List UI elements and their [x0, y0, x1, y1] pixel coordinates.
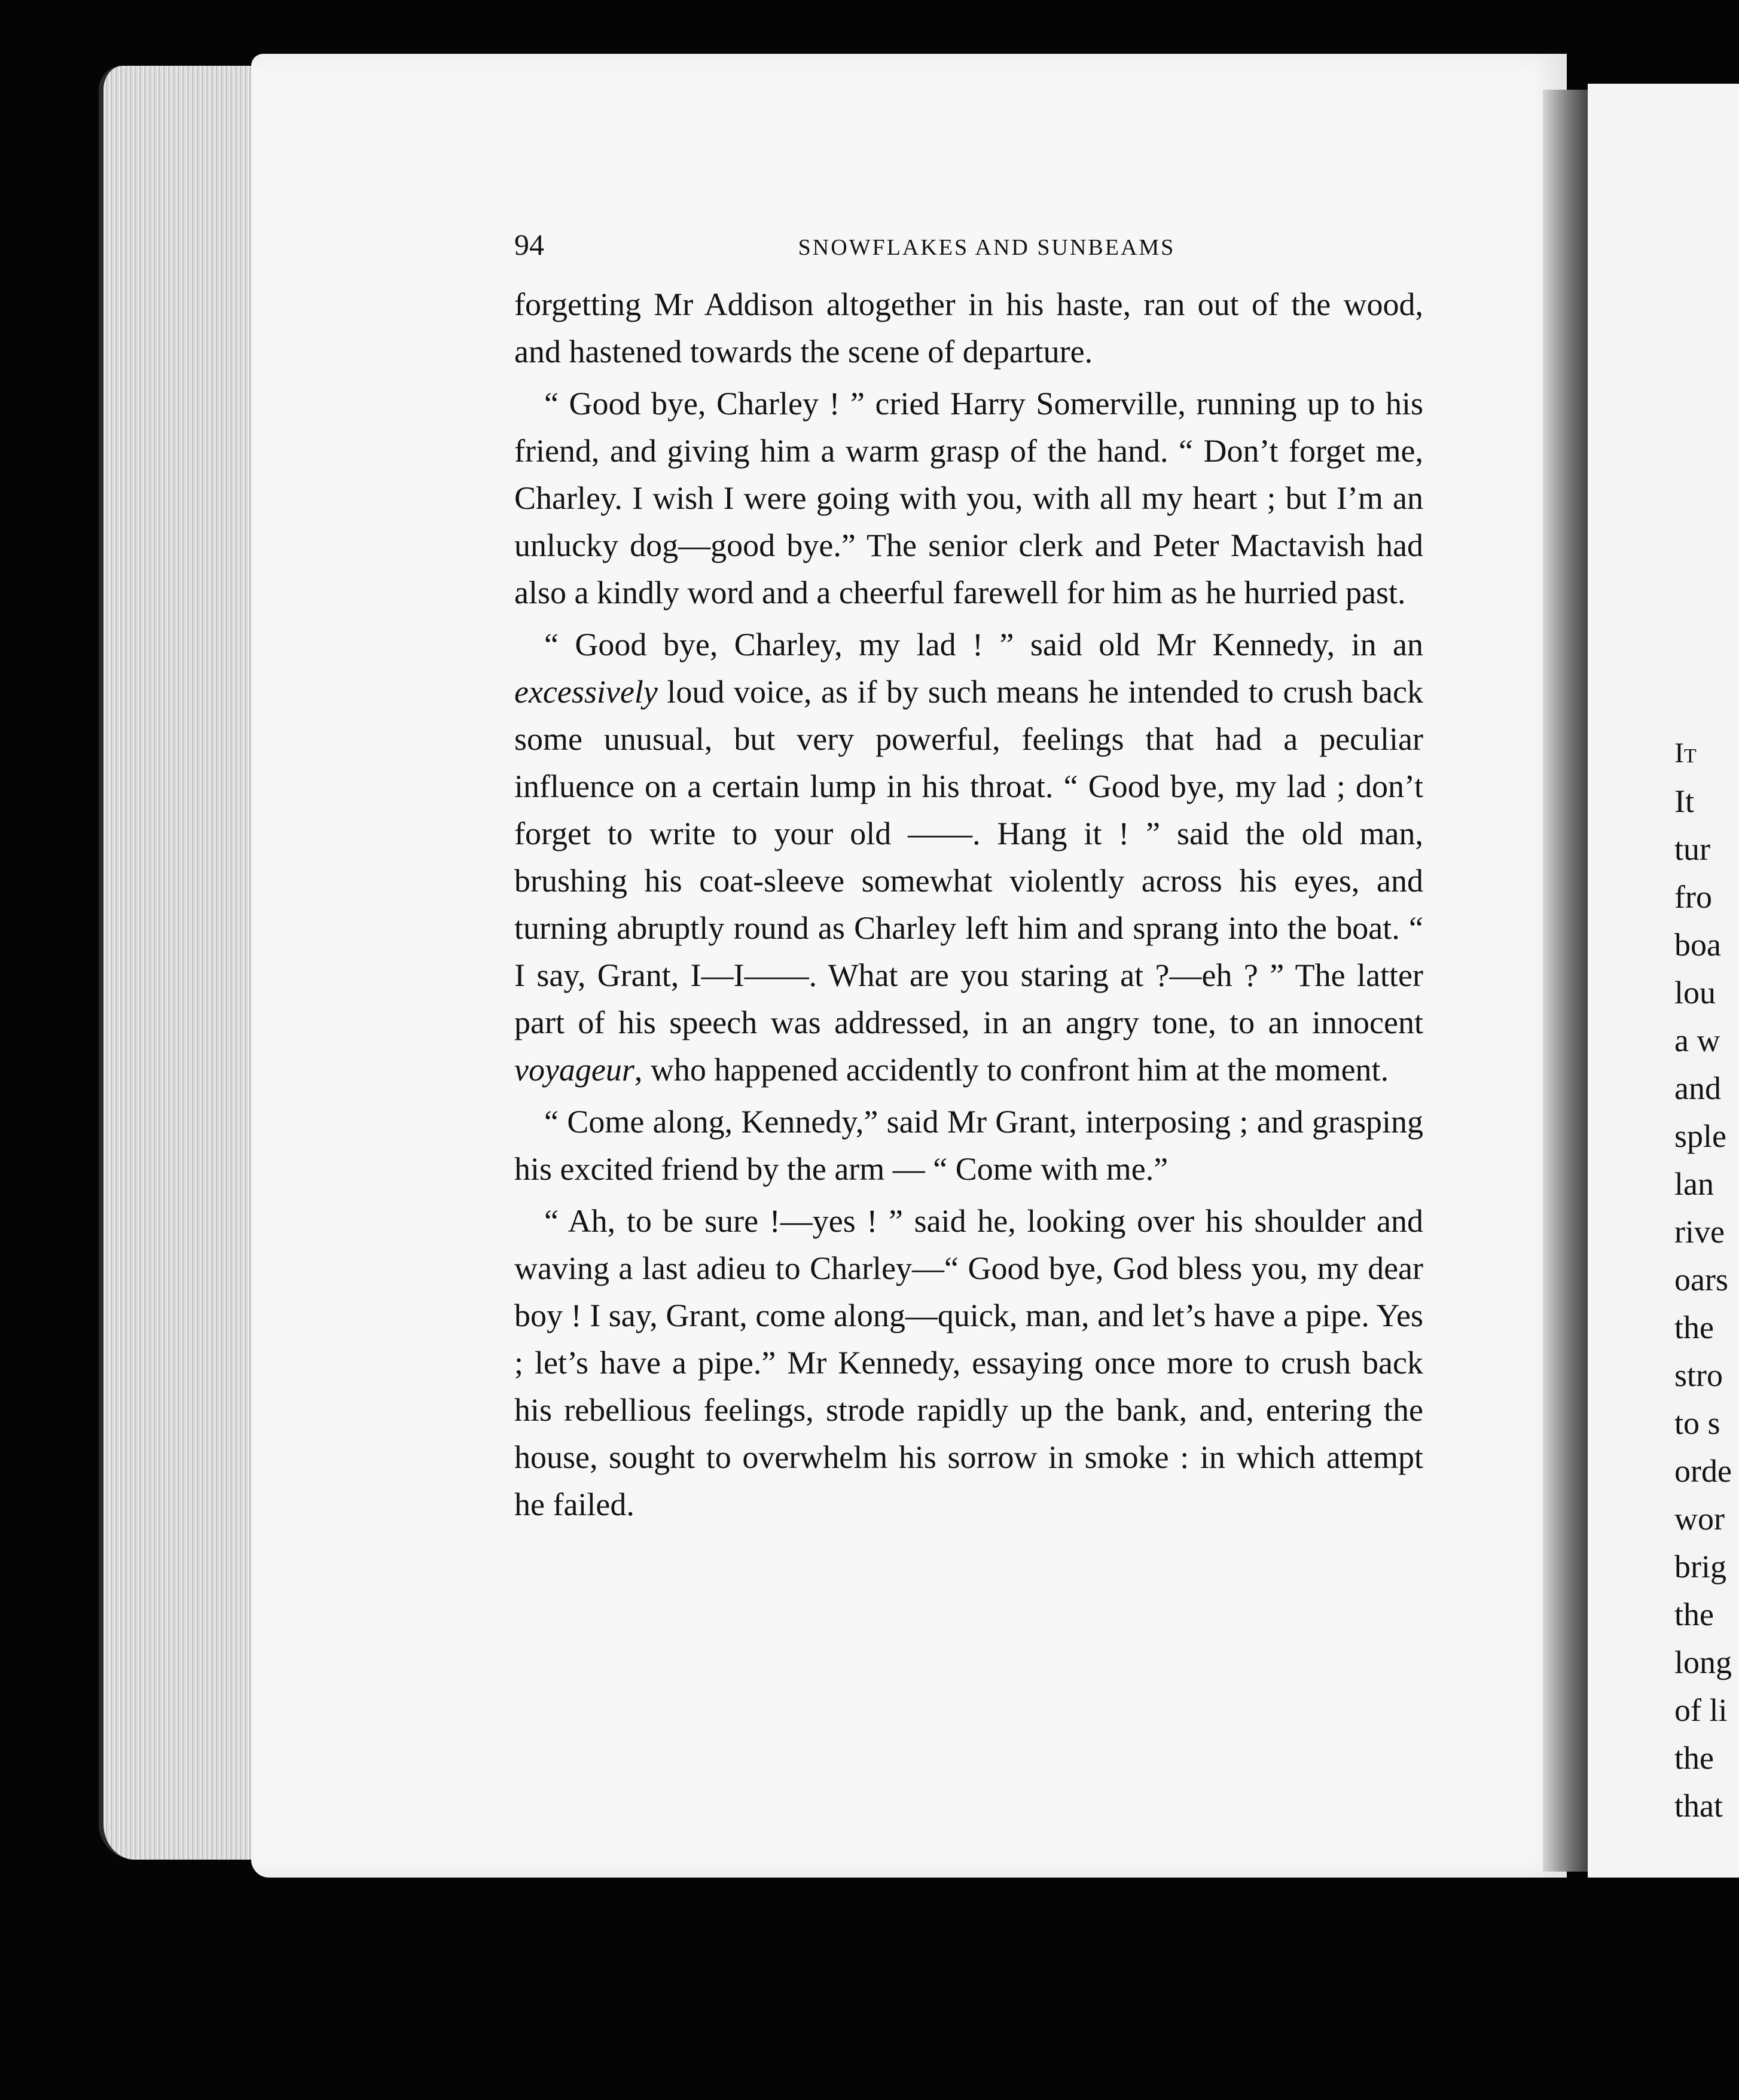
- facing-page-line: fro: [1674, 879, 1712, 915]
- text-run: “ Good bye, Charley, my lad ! ” said old Mr Kennedy, in an: [544, 627, 1423, 663]
- text-run: forgetting Mr Addison altogether in his haste, ran out of the wood, and hastened towards the scene of departure.: [514, 286, 1423, 370]
- paragraph: [514, 1098, 1423, 1193]
- facing-page-line: orde: [1674, 1453, 1732, 1489]
- text-run: “ Come along, Kennedy,” said Mr Grant, interposing ; and grasping his excited friend by the arm — “ Come with me.”: [514, 1104, 1423, 1187]
- text-run: “ Good bye, Charley ! ” cried Harry Somerville, running up to his friend, and giving him a warm grasp of the hand. “ Don’t forget me, Charley. I wish I were going with you, with all my heart ; but I’m an unlucky dog—good bye.” The senior clerk and Peter Mactavish had also a kindly word and a cheerful farewell for him as he hurried past.: [514, 386, 1423, 611]
- paragraph: [514, 281, 1423, 376]
- facing-page-line: It: [1674, 737, 1697, 769]
- facing-page-line: a w: [1674, 1022, 1720, 1058]
- italic-text: voyageur: [514, 1052, 634, 1088]
- facing-page-line: boa: [1674, 927, 1721, 963]
- facing-page-line: that: [1674, 1788, 1723, 1824]
- facing-page-line: lan: [1674, 1166, 1714, 1202]
- facing-page-line: lou: [1674, 975, 1716, 1011]
- page-header: [514, 227, 1423, 275]
- facing-page-line: the: [1674, 1310, 1714, 1345]
- facing-page-line: brig: [1674, 1549, 1726, 1585]
- running-head: SNOWFLAKES AND SUNBEAMS: [798, 235, 1176, 260]
- left-page-text: [514, 227, 1423, 1533]
- text-run: loud voice, as if by such means he intended to crush back some unusual, but very powerful, feelings that had a peculiar influence on a certain lump in his throat. “ Good bye, my lad ; don’t forget to write to your old ——. Hang it ! ” said the old man, brushing his coat-sleeve somewhat violently across his eyes, and turning abruptly round as Charley left him and sprang into the boat. “ I say, Grant, I—I——. What are you staring at ?—eh ? ” The latter part of his speech was addressed, in an angry tone, to an innocent: [514, 674, 1423, 1040]
- facing-page-line: of li: [1674, 1692, 1728, 1728]
- body-text: [514, 281, 1423, 1528]
- book-gutter: [1543, 90, 1591, 1872]
- facing-page-line: and: [1674, 1070, 1721, 1106]
- facing-page-line: sple: [1674, 1118, 1726, 1154]
- facing-page-line: tur: [1674, 831, 1710, 867]
- text-run: “ Ah, to be sure !—yes ! ” said he, looking over his shoulder and waving a last adieu to Charley—“ Good bye, God bless you, my dear boy ! I say, Grant, come along—quick, man, and let’s have a pipe. Yes ; let’s have a pipe.” Mr Kennedy, essaying once more to crush back his rebellious feelings, strode rapidly up the bank, and, entering the house, sought to overwhelm his sorrow in smoke : in which attempt he failed.: [514, 1203, 1423, 1522]
- italic-text: excessively: [514, 674, 658, 710]
- paragraph: [514, 1198, 1423, 1528]
- facing-page-line: the: [1674, 1597, 1714, 1632]
- text-run: , who happened accidently to confront him at the moment.: [634, 1052, 1389, 1088]
- facing-page-text-fragment: [1674, 729, 1739, 1830]
- facing-page-line: It: [1674, 783, 1694, 819]
- facing-page-line: stro: [1674, 1357, 1723, 1393]
- facing-page-line: long: [1674, 1644, 1732, 1680]
- facing-page-line: oars: [1674, 1262, 1728, 1298]
- page-number: 94: [514, 228, 544, 261]
- facing-page-line: wor: [1674, 1501, 1725, 1537]
- facing-page-line: to s: [1674, 1405, 1720, 1441]
- facing-page-line: rive: [1674, 1214, 1725, 1250]
- paragraph: [514, 380, 1423, 616]
- paragraph: [514, 621, 1423, 1094]
- facing-page-line: the: [1674, 1740, 1714, 1776]
